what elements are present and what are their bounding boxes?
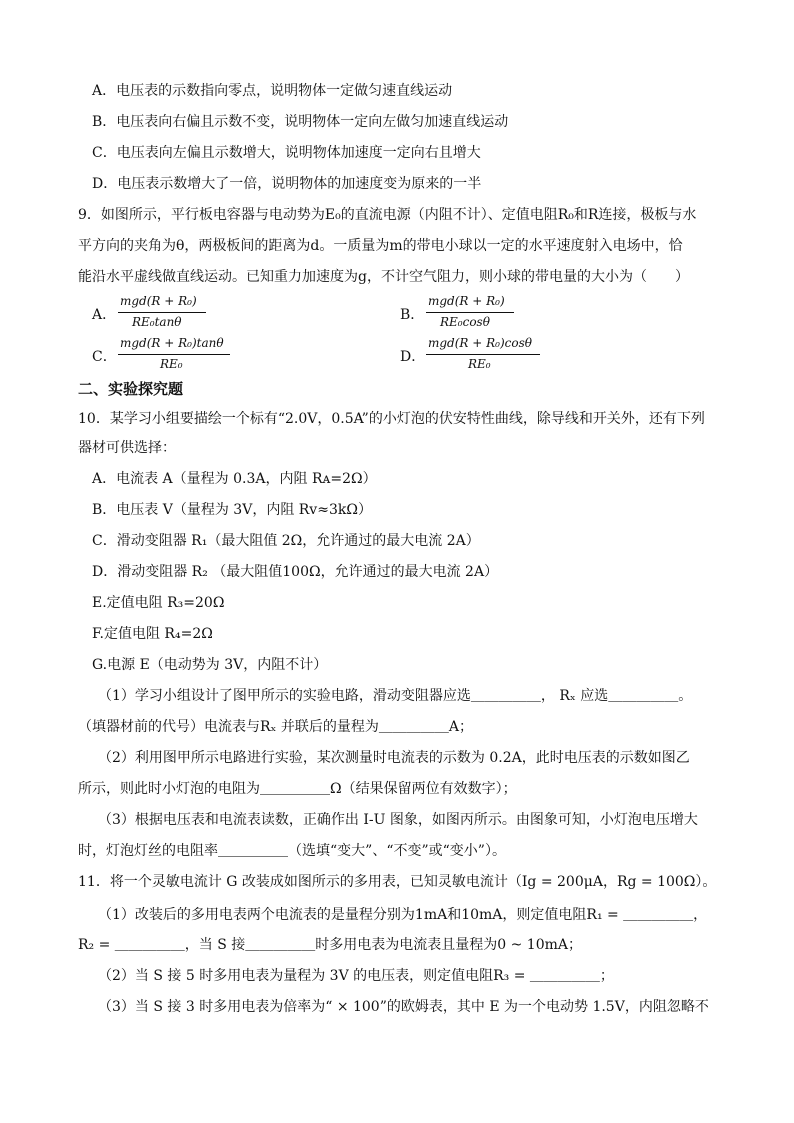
fraction-numerator: mgd(R + R₀) (120, 294, 197, 308)
fraction-bar (426, 312, 514, 313)
q10-part-3-cont: 时，灯泡灯丝的电阻率＿＿＿＿＿（选填“变大”、“不变”或“变小”）。 (78, 843, 506, 859)
fraction-numerator: mgd(R + R₀)cosθ (428, 336, 532, 350)
q10-item-d: D．滑动变阻器 R₂ （最大阻值100Ω，允许通过的最大电流 2A） (92, 564, 499, 580)
q10-part-2: （2）利用图甲所示电路进行实验，某次测量时电流表的示数为 0.2A，此时电压表的示数如图乙 (98, 750, 690, 766)
option-label: D． (400, 349, 426, 365)
q11-part-1: （1）改装后的多用电表两个电流表的是量程分别为1mA和10mA，则定值电阻R₁ = ＿＿＿＿＿， (98, 907, 708, 923)
q8-option-c: C．电压表向左偏且示数增大，说明物体加速度一定向右且增大 (92, 145, 481, 161)
q10-item-g: G.电源 E（电动势为 3V，内阻不计） (92, 657, 328, 673)
fraction-numerator: mgd(R + R₀)tanθ (120, 336, 224, 350)
q8-option-d: D．电压表示数增大了一倍，说明物体的加速度变为原来的一半 (92, 176, 482, 192)
q8-option-a: A．电压表的示数指向零点，说明物体一定做匀速直线运动 (92, 83, 453, 99)
q9-option-c (92, 336, 252, 376)
q9-option-b (400, 294, 540, 334)
q10-intro-line-1: 10．某学习小组要描绘一个标有“2.0V，0.5A”的小灯泡的伏安特性曲线，除导线和开关外，还有下列 (78, 411, 705, 427)
q11-part-1-cont: R₂ = ＿＿＿＿＿，当 S 接＿＿＿＿＿时多用电表为电流表且量程为0 ~ 10mA； (78, 937, 583, 953)
q10-part-2-cont: 所示，则此时小灯泡的电阻为＿＿＿＿＿Ω（结果保留两位有效数字）； (78, 781, 517, 797)
fraction-bar (426, 354, 540, 355)
fraction-bar (118, 312, 206, 313)
section-heading: 二、实验探究题 (78, 380, 184, 398)
fraction-denominator: RE₀tanθ (132, 315, 182, 329)
q9-option-d (400, 336, 560, 376)
q10-item-e: E.定值电阻 R₃=20Ω (92, 595, 225, 611)
fraction-denominator: RE₀ (468, 357, 491, 371)
option-label: A． (92, 307, 117, 323)
q11-part-3: （3）当 S 接 3 时多用电表为倍率为“ × 100”的欧姆表，其中 E 为一个电动势 1.5V，内阻忽略不 (98, 999, 709, 1015)
q9-stem-line-2: 平方向的夹角为θ，两极板间的距离为d。一质量为m的带电小球以一定的水平速度射入电场中，恰 (78, 238, 683, 254)
q9-stem-line-3: 能沿水平虚线做直线运动。已知重力加速度为g，不计空气阻力，则小球的带电量的大小为（ ） (78, 269, 689, 285)
q10-part-1: （1）学习小组设计了图甲所示的实验电路，滑动变阻器应选＿＿＿＿＿， Rₓ 应选＿＿＿＿＿。 (98, 688, 693, 704)
fraction-numerator: mgd(R + R₀) (428, 294, 505, 308)
q9-stem-line-1: 9．如图所示，平行板电容器与电动势为E₀的直流电源（内阻不计）、定值电阻R₀和R连接，极板与水 (78, 207, 697, 223)
q11-stem: 11．将一个灵敏电流计 G 改装成如图所示的多用表，已知灵敏电流计（Ig = 200μA，Rg = 100Ω）。 (78, 874, 717, 890)
q10-part-3: （3）根据电压表和电流表读数，正确作出 I-U 图象，如图丙所示。由图象可知，小灯泡电压增大 (98, 812, 698, 828)
q10-item-f: F.定值电阻 R₄=2Ω (92, 626, 213, 642)
fraction-denominator: RE₀cosθ (440, 315, 490, 329)
q8-option-b: B．电压表向右偏且示数不变，说明物体一定向左做匀加速直线运动 (92, 114, 509, 130)
option-label: C． (92, 349, 117, 365)
q10-item-c: C．滑动变阻器 R₁（最大阻值 2Ω，允许通过的最大电流 2A） (92, 533, 480, 549)
q9-option-a (92, 294, 232, 334)
option-label: B． (400, 307, 425, 323)
fraction-denominator: RE₀ (160, 357, 183, 371)
q11-part-2: （2）当 S 接 5 时多用电表为量程为 3V 的电压表，则定值电阻R₃ = ＿＿＿＿＿； (98, 968, 614, 984)
q10-intro-line-2: 器材可供选择： (78, 440, 176, 456)
q10-part-1-cont: （填器材前的代号）电流表与Rₓ 并联后的量程为＿＿＿＿＿A； (78, 719, 474, 735)
fraction-bar (118, 354, 230, 355)
q10-item-a: A．电流表 A（量程为 0.3A，内阻 Rᴀ=2Ω） (92, 471, 377, 487)
q10-item-b: B．电压表 V（量程为 3V，内阻 Rᴠ≈3kΩ） (92, 502, 372, 518)
